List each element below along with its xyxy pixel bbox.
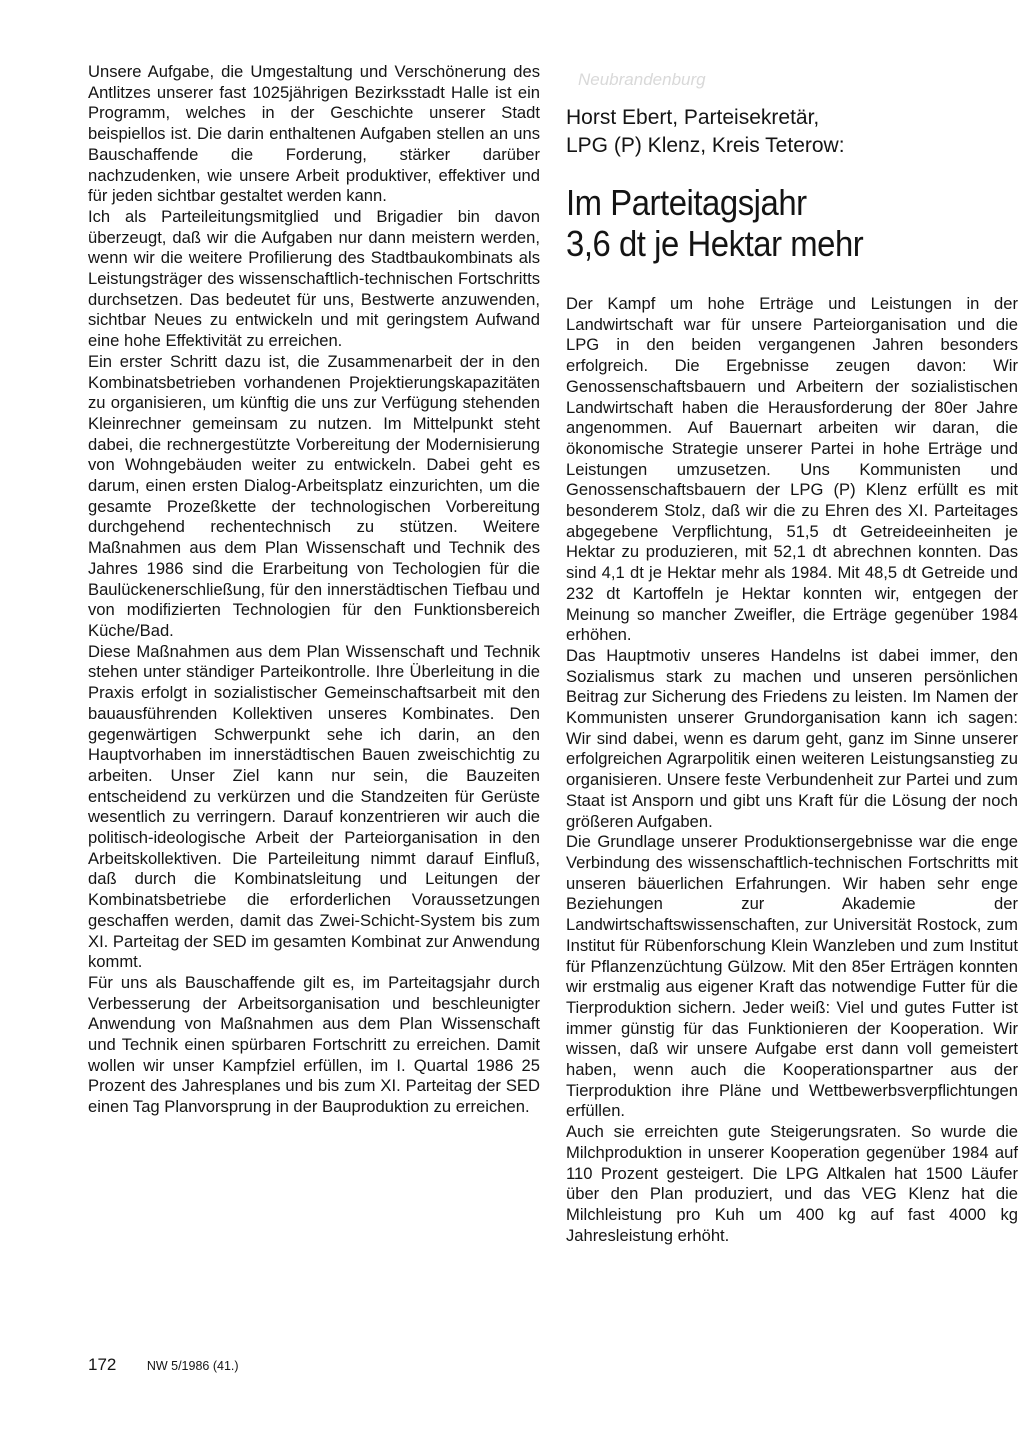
- left-paragraph-1: Unsere Aufgabe, die Umgestaltung und Verschönerung des Antlitzes unserer fast 1025jährigen Bezirksstadt Halle ist ein Programm, welches in der Geschichte unserer Stadt beispiellos ist. Die darin enthaltenen Aufgaben stellen an uns Bauschaffende die Forderung, stärker darüber nachzudenken, wie unsere Arbeit produktiver, effektiver und für jeden sichtbar gestaltet werden kann.: [88, 62, 540, 206]
- right-paragraph-3: Die Grundlage unserer Produktionsergebnisse war die enge Verbindung des wissenschaftlich-technischen Fortschritts mit unseren bäuerlichen Erfahrungen. Wir haben sehr enge Beziehungen zur Akademie der Landwirtschaftswissenschaften, zur Universität Rostock, zum Institut für Rübenforschung Klein Wanzleben und zum Institut für Pflanzenzüchtung Gülzow. Mit den 85er Erträgen konnten wir erstmalig aus eigener Kraft das notwendige Futter für die Tierproduktion sichern. Jeder weiß: Viel und gutes Futter ist immer günstig für das Funktionieren der Kooperation. Wir wissen, daß wir unsere Aufgabe erst dann voll gemeistert haben, wenn auch die Kooperationspartner aus der Tierproduktion ihre Pläne und Wettbewerbsverpflichtungen erfüllen.: [566, 832, 1018, 1121]
- left-paragraph-4: Diese Maßnahmen aus dem Plan Wissenschaft und Technik stehen unter ständiger Parteikontrolle. Ihre Überleitung in die Praxis erfolgt in sozialistischer Gemeinschaftsarbeit mit den bauausführenden Kollektiven unseres Kombinates. Den gegenwärtigen Schwerpunkt sehe ich darin, an den Hauptvorhaben im innerstädtischen Bauen zweischichtig zu arbeiten. Unser Ziel kann nur sein, die Bauzeiten entscheidend zu verkürzen und die Standzeiten für Gerüste wesentlich zu verringern. Darauf konzentrieren wir auch die politisch-ideologische Arbeit der Parteiorganisation in den Arbeitskollektiven. Die Parteileitung nimmt darauf Einfluß, daß durch die Kombinatsleitung und Leitungen der Kombinatsbetriebe die erforderlichen Voraussetzungen geschaffen werden, damit das Zwei-Schicht-System bis zum XI. Parteitag der SED im gesamten Kombinat zur Anwendung kommt.: [88, 641, 540, 972]
- page-footer: [88, 1355, 239, 1376]
- byline-line-1: Horst Ebert, Parteisekretär,: [566, 106, 820, 129]
- left-paragraph-5: Für uns als Bauschaffende gilt es, im Parteitagsjahr durch Verbesserung der Arbeitsorganisation und beschleunigter Anwendung von Maßnahmen aus dem Plan Wissenschaft und Technik einen spürbaren Fortschritt zu erreichen. Damit wollen wir unser Kampfziel erfüllen, im I. Quartal 1986 25 Prozent des Jahresplanes und bis zum XI. Parteitag der SED einen Tag Planvorsprung in der Bauproduktion zu erreichen.: [88, 972, 540, 1117]
- left-paragraph-3: Ein erster Schritt dazu ist, die Zusammenarbeit der in den Kombinatsbetrieben vorhandenen Projektierungskapazitäten zu organisieren, um künftig die uns zur Verfügung stehenden Kleinrechner gemeinsam zu nutzen. Im Mittelpunkt steht dabei, die rechnergestützte Vorbereitung der Modernisierung von Wohngebäuden weiter zu entwickeln. Dabei geht es darum, einen ersten Dialog-Arbeitsplatz einzurichten, um die gesamte Prozeßkette der technologischen Vorbereitung durchgehend rechentechnisch zu stützen. Weitere Maßnahmen aus dem Plan Wissenschaft und Technik des Jahres 1986 sind die Erarbeitung von Techologien für die Baulückenerschließung, für den innerstädtischen Tiefbau und von modifizierten Technologien für den Funktionsbereich Küche/Bad.: [88, 351, 540, 640]
- page-number: 172: [88, 1355, 117, 1374]
- right-paragraph-4: Auch sie erreichten gute Steigerungsraten. So wurde die Milchproduktion in unserer Kooperation gegenüber 1984 auf 110 Prozent gesteigert. Die LPG Altkalen hat 1500 Läufer über den Plan produziert, und das VEG Klenz hat die Milchleistung pro Kuh um 400 kg auf fast 4000 kg Jahresleistung erhöht.: [566, 1122, 1018, 1245]
- headline-line-1: Im Parteitagsjahr: [566, 182, 807, 223]
- left-paragraph-2: Ich als Parteileitungsmitglied und Brigadier bin davon überzeugt, daß wir die Aufgaben nur dann meistern werden, wenn wir die weitere Profilierung des Stadtbaukombinats als Leistungsträger des wissenschaftlich-technischen Fortschritts durchsetzen. Das bedeutet für uns, Bestwerte anzuwenden, sichtbar Neues zu entwickeln und mit geringstem Aufwand eine hohe Effektivität zu erreichen.: [88, 206, 540, 351]
- source-reference: NW 5/1986 (41.): [146, 1359, 239, 1373]
- article-headline: [566, 182, 973, 264]
- right-paragraph-1: Der Kampf um hohe Erträge und Leistungen in der Landwirtschaft war für unsere Parteiorganisation und die LPG in den beiden vergangenen Jahren besonders erfolgreich. Die Ergebnisse zeugen davon: Wir Genossenschaftsbauern und Arbeitern der sozialistischen Landwirtschaft haben die Herausforderung der 80er Jahre angenommen. Auf Bauernart arbeiten wir daran, die ökonomische Strategie unserer Partei in hohe Erträge und Leistungen umzusetzen. Uns Kommunisten und Genossenschaftsbauern der LPG (P) Klenz erfüllt es mit besonderem Stolz, daß wir die zu Ehren des XI. Parteitages abgegebene Verpflichtung, 51,5 dt Getreideeinheiten je Hektar zu produzieren, mit 52,1 dt abrechnen konnten. Das sind 4,1 dt je Hektar mehr als 1984. Mit 48,5 dt Getreide und 232 dt Kartoffeln je Hektar konnten wir, entgegen der Meinung so mancher Zweifler, die Erträge gegenüber 1984 erhöhen.: [566, 294, 1018, 645]
- byline-line-2: LPG (P) Klenz, Kreis Teterow:: [566, 134, 845, 157]
- headline-line-2: 3,6 dt je Hektar mehr: [566, 223, 864, 264]
- right-paragraph-2: Das Hauptmotiv unseres Handelns ist dabei immer, den Sozialismus stark zu machen und unseren persönlichen Beitrag zur Sicherung des Friedens zu leisten. Im Namen der Kommunisten unserer Grundorganisation kann ich sagen: Wir sind dabei, wenn es darum geht, ganz im Sinne unserer erfolgreichen Agrarpolitik einen weiteren Leistungsanstieg zu organisieren. Unsere feste Verbundenheit zur Partei und zum Staat ist Ansporn und gibt uns Kraft für die Lösung der noch größeren Aufgaben.: [566, 645, 1018, 831]
- left-column: [88, 62, 540, 1118]
- author-byline: [566, 104, 1018, 160]
- faint-section-header: Neubrandenburg: [578, 70, 706, 89]
- right-column: [566, 62, 1018, 1246]
